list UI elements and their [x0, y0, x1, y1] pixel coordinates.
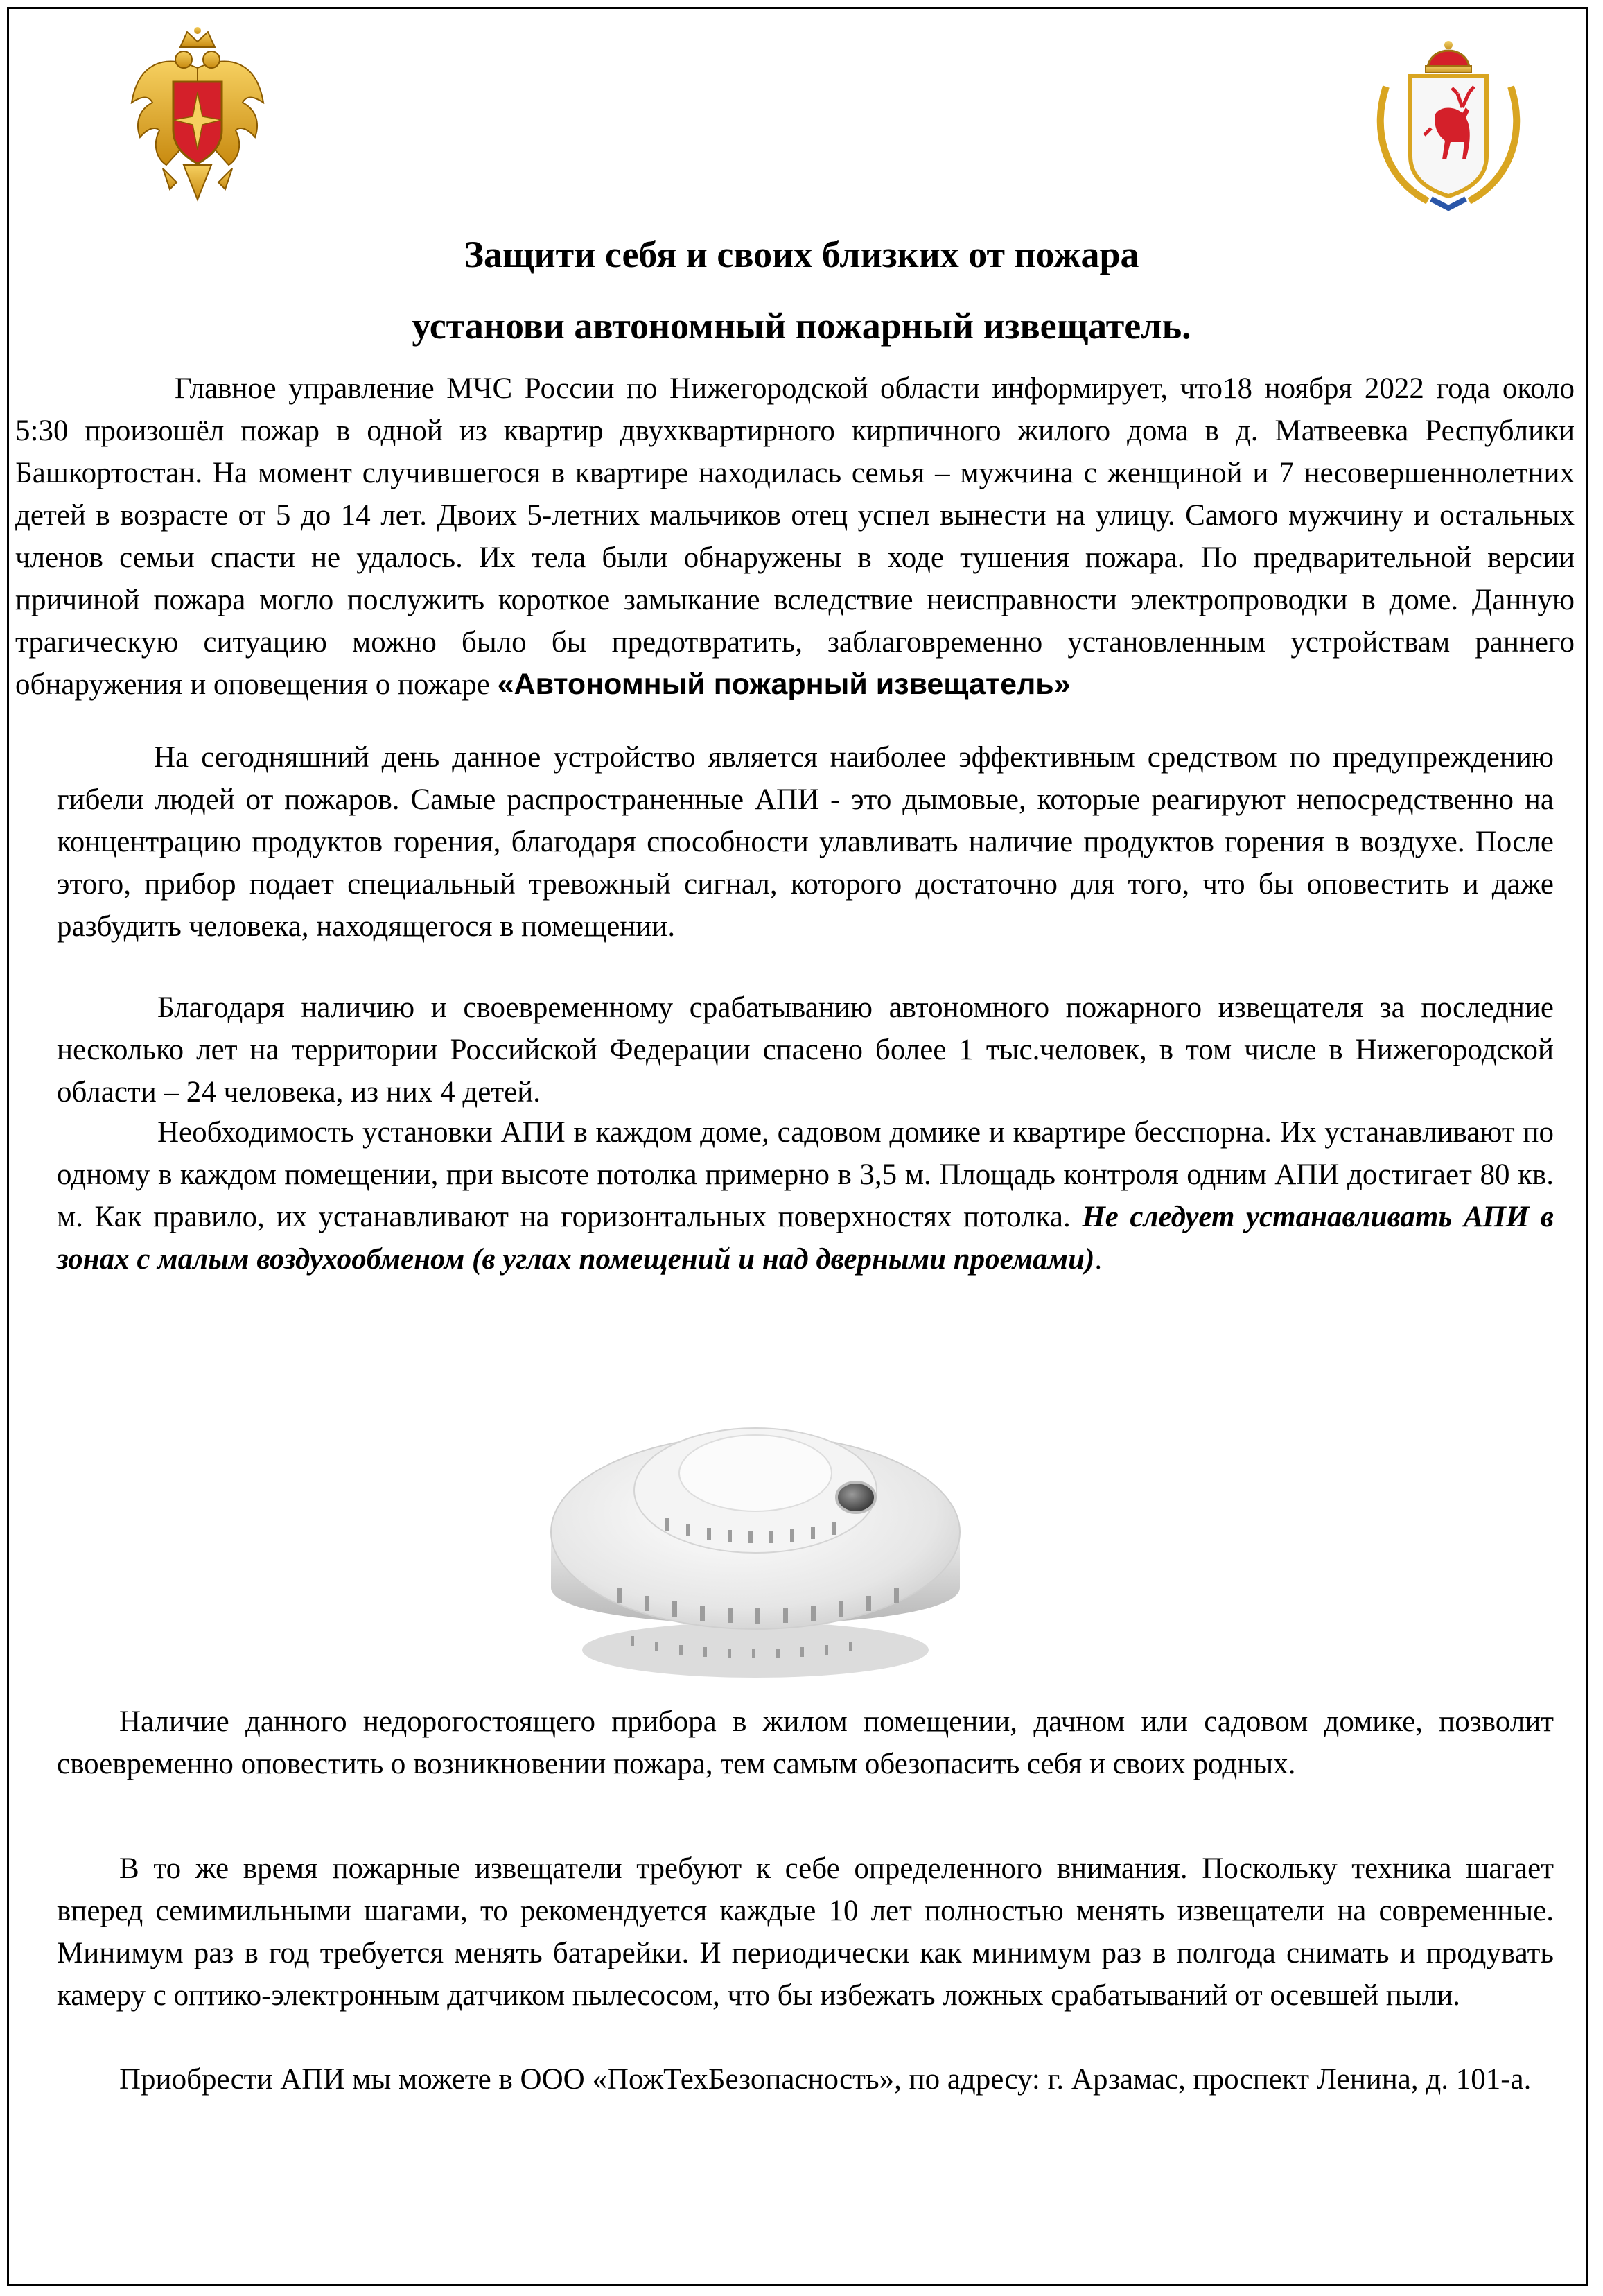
- paragraph-effectiveness: [57, 736, 1554, 948]
- paragraph-purchase: [57, 2058, 1554, 2101]
- indicator-led-icon: [836, 1482, 875, 1513]
- product-name-highlight: «Автономный пожарный извещатель»: [497, 668, 1071, 701]
- paragraph-effectiveness-text: На сегодняшний день данное устройство является наиболее эффективным средством по предупреждению гибели людей от пожаров. Самые распространенные АПИ - это дымовые, которые реагируют непосредственно на концентрацию продуктов горения, благодаря способности улавливать наличие продуктов горения в воздухе. После этого, прибор подает специальный тревожный сигнал, которого достаточно для того, что бы оповестить и даже разбудить человека, находящегося в помещении.: [57, 741, 1554, 943]
- paragraph-maintenance: [57, 1847, 1554, 2017]
- installation-tail: .: [1094, 1243, 1103, 1276]
- paragraph-benefit-text: Наличие данного недорогостоящего прибора в жилом помещении, дачном или садовом домике, позволит своевременно оповестить о возникновении пожара, тем самым обезопасить себя и своих родных.: [57, 1705, 1554, 1780]
- paragraph-benefit: [57, 1701, 1554, 1785]
- paragraph-statistics: [57, 986, 1554, 1113]
- paragraph-purchase-text: Приобрести АПИ мы можете в ООО «ПожТехБезопасность», по адресу: г. Арзамас, проспект Ленина, д. 101-а.: [119, 2063, 1532, 2096]
- paragraph-maintenance-text: В то же время пожарные извещатели требуют к себе определенного внимания. Поскольку техника шагает вперед семимильными шагами, то рекомендуется каждые 10 лет полностью менять извещатели на современные. Минимум раз в год требуется менять батарейки. И периодически как минимум раз в полгода снимать и продувать камеру с оптико-электронным датчиком пылесосом, что бы избежать ложных срабатываний от осевшей пыли.: [57, 1852, 1554, 2012]
- paragraph-incident: [15, 367, 1575, 706]
- smoke-detector-image: [534, 1359, 977, 1691]
- paragraph-installation-text: Необходимость установки АПИ в каждом доме, садовом домике и квартире бесспорна. Их устанавливают по одному в каждом помещении, при высоте потолка примерно в 3,5 м. Площадь контроля одним АПИ достигает 80 кв. м. Как правило, их устанавливают на горизонтальных поверхностях потолка.: [57, 1116, 1554, 1233]
- document-title-line-2: установи автономный пожарный извещатель.: [412, 305, 1191, 347]
- paragraph-installation: [57, 1111, 1554, 1280]
- document-title-line-1: Защити себя и своих близких от пожара: [464, 234, 1139, 275]
- paragraph-statistics-text: Благодаря наличию и своевременному срабатыванию автономного пожарного извещателя за последние несколько лет на территории Российской Федерации спасено более 1 тыс.человек, в том числе в Нижегородской области – 24 человека, из них 4 детей.: [57, 991, 1554, 1108]
- paragraph-incident-text: Главное управление МЧС России по Нижегородской области информирует, что18 ноября 2022 года около 5:30 произошёл пожар в одной из квартир двухквартирного кирпичного жилого дома в д. Матвеевка Республики Башкортостан. На момент случившегося в квартире находилась семья – мужчина с женщиной и 7 несовершеннолетних детей в возрасте от 5 до 14 лет. Двоих 5-летних мальчиков отец успел вынести на улицу. Самого мужчину и остальных членов семьи спасти не удалось. Их тела были обнаружены в ходе тушения пожара. По предварительной версии причиной пожара могло послужить короткое замыкание вследствие неисправности электропроводки в доме. Данную трагическую ситуацию можно было бы предотвратить, заблаговременно установленным устройствам раннего обнаружения и оповещения о пожаре: [15, 372, 1575, 701]
- installation-warning: Не следует устанавливать АПИ в зонах с малым воздухообменом (в углах помещений и над дверными проемами): [57, 1201, 1554, 1276]
